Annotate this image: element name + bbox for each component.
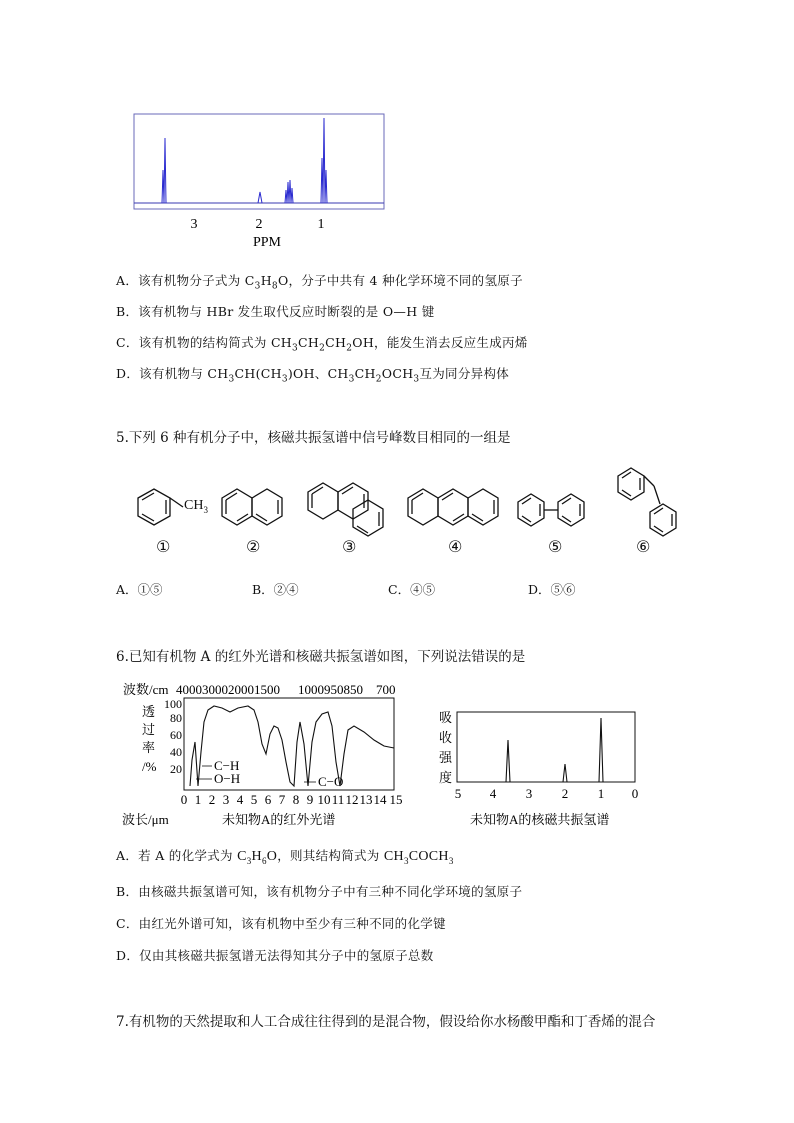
hnmr-caption: 未知物A的核磁共振氢谱 <box>470 812 610 827</box>
structure-phenanthrene <box>308 483 383 536</box>
ir-x-tick: 3 <box>222 792 230 807</box>
ir-x-tick: 15 <box>389 792 403 807</box>
toluene-ch3-label: $CH_3$ <box>184 498 208 515</box>
ir-wavenumber-ticks-mid: 1000950850 <box>298 682 363 697</box>
structure-number-2: ② <box>246 537 261 556</box>
q7-stem: 7.有机物的天然提取和人工合成往往得到的是混合物，假设给你水杨酸甲酯和丁香烯的混合 <box>116 1014 656 1030</box>
ir-y-tick-40: 40 <box>170 745 182 759</box>
q6-option-a: A．若 A 的化学式为 $C_3H_6O$，则其结构简式为 $CH_3COCH_3$ <box>116 848 454 866</box>
ir-annotation-ch: C−H <box>214 758 240 773</box>
ir-x-tick: 6 <box>264 792 272 807</box>
ir-y-tick-100: 100 <box>164 697 182 711</box>
hnmr-x-tick: 5 <box>454 786 462 801</box>
ir-x-tick: 14 <box>373 792 387 807</box>
nmr-top-tick-2: 2 <box>255 217 263 232</box>
hnmr-x-tick: 3 <box>525 786 533 801</box>
ir-x-tick: 5 <box>250 792 258 807</box>
ir-annotation-co: C−O <box>318 774 344 789</box>
hnmr-peak-1 <box>599 718 603 782</box>
structure-number-4: ④ <box>448 537 463 556</box>
ir-x-label: 波长/μm <box>122 812 169 827</box>
ir-x-tick: 12 <box>345 792 359 807</box>
ir-annotation-oh: O−H <box>214 771 241 786</box>
structure-number-3: ③ <box>342 537 357 556</box>
structure-toluene <box>138 489 183 525</box>
structure-naphthalene <box>222 489 282 525</box>
ir-wavenumber-ticks-left: 4000300020001500 <box>176 682 280 697</box>
nmr-peak-group-1 <box>321 118 327 203</box>
structure-diphenylmethane <box>618 468 676 536</box>
q4-option-a: A．该有机物分子式为 $C_3H_8O$，分子中共有 4 种化学环境不同的氢原子 <box>116 273 523 292</box>
q5-option-d: D．⑤⑥ <box>528 582 576 597</box>
hnmr-peak-2 <box>563 764 567 782</box>
hnmr-spectrum <box>436 700 646 830</box>
hnmr-peaks <box>506 718 603 782</box>
hnmr-y-label-1: 吸 <box>439 710 453 725</box>
hnmr-x-tick: 1 <box>597 786 605 801</box>
ir-x-tick: 8 <box>292 792 300 807</box>
ir-y-label-3: 率 <box>142 740 156 755</box>
q6-option-b: B．由核磁共振氢谱可知，该有机物分子中有三种不同化学环境的氢原子 <box>116 884 523 899</box>
ir-caption: 未知物A的红外光谱 <box>222 812 336 827</box>
q6-stem: 6.已知有机物 A 的红外光谱和核磁共振氢谱如图，下列说法错误的是 <box>116 649 526 665</box>
nmr-top-axis-label: PPM <box>252 235 282 250</box>
q6-option-d: D．仅由其核磁共振氢谱无法得知其分子中的氢原子总数 <box>116 948 434 963</box>
ir-x-tick: 0 <box>180 792 188 807</box>
ir-wavenumber-ticks-right: 700 <box>376 682 396 697</box>
structure-number-1: ① <box>156 537 171 556</box>
ir-y-tick-60: 60 <box>170 728 182 742</box>
nmr-peak-2 <box>258 192 262 203</box>
structure-biphenyl <box>518 494 584 526</box>
q5-option-c: C．④⑤ <box>388 582 436 597</box>
hnmr-x-tick: 4 <box>489 786 497 801</box>
q4-option-c: C．该有机物的结构简式为 $CH_3CH_2CH_2OH$，能发生消去反应生成丙烯 <box>116 335 528 354</box>
ir-spectrum <box>118 682 418 830</box>
ir-y-label-2: 过 <box>142 722 156 737</box>
q5-option-a: A．①⑤ <box>116 582 163 597</box>
q4-option-b: B．该有机物与 HBr 发生取代反应时断裂的是 O—H 键 <box>116 304 435 319</box>
ir-y-tick-20: 20 <box>170 762 182 776</box>
ir-x-tick: 9 <box>306 792 314 807</box>
nmr-top-tick-3: 3 <box>190 217 198 232</box>
nmr-spectrum-top <box>128 110 390 250</box>
hnmr-x-tick: 0 <box>631 786 639 801</box>
hnmr-peak-3.5 <box>506 740 510 782</box>
q5-stem: 5.下列 6 种有机分子中，核磁共振氢谱中信号峰数目相同的一组是 <box>116 430 511 446</box>
ir-x-tick: 7 <box>278 792 286 807</box>
nmr-peak-group-1.6 <box>285 180 293 203</box>
ir-x-tick: 4 <box>236 792 244 807</box>
ir-x-tick: 2 <box>208 792 216 807</box>
hnmr-y-label-4: 度 <box>439 770 453 785</box>
nmr-top-tick-1: 1 <box>317 217 325 232</box>
ir-y-label-1: 透 <box>142 704 156 719</box>
ir-x-tick: 10 <box>317 792 331 807</box>
structure-anthracene <box>408 489 498 525</box>
ir-y-label-4: /% <box>142 759 157 774</box>
ir-x-tick: 11 <box>331 792 345 807</box>
ir-x-ticks <box>181 792 403 807</box>
hnmr-y-label-3: 强 <box>439 750 453 765</box>
q4-option-d: D．该有机物与 $CH_3CH(CH_3)OH$、$CH_3CH_2OCH_3$互为同分异构体 <box>116 366 510 385</box>
hnmr-x-tick: 2 <box>561 786 569 801</box>
q6-option-c: C．由红光外谱可知，该有机物中至少有三种不同的化学键 <box>116 916 446 931</box>
structure-number-6: ⑥ <box>636 537 651 556</box>
ir-y-tick-80: 80 <box>170 711 182 725</box>
ir-x-tick: 13 <box>359 792 373 807</box>
hnmr-y-label-2: 收 <box>439 730 453 745</box>
nmr-peak-group-3.5 <box>162 138 166 203</box>
ir-wavenumber-label: 波数/cm <box>123 682 169 697</box>
structure-number-5: ⑤ <box>548 537 563 556</box>
q5-option-b: B．②④ <box>252 582 299 597</box>
ir-x-tick: 1 <box>194 792 202 807</box>
